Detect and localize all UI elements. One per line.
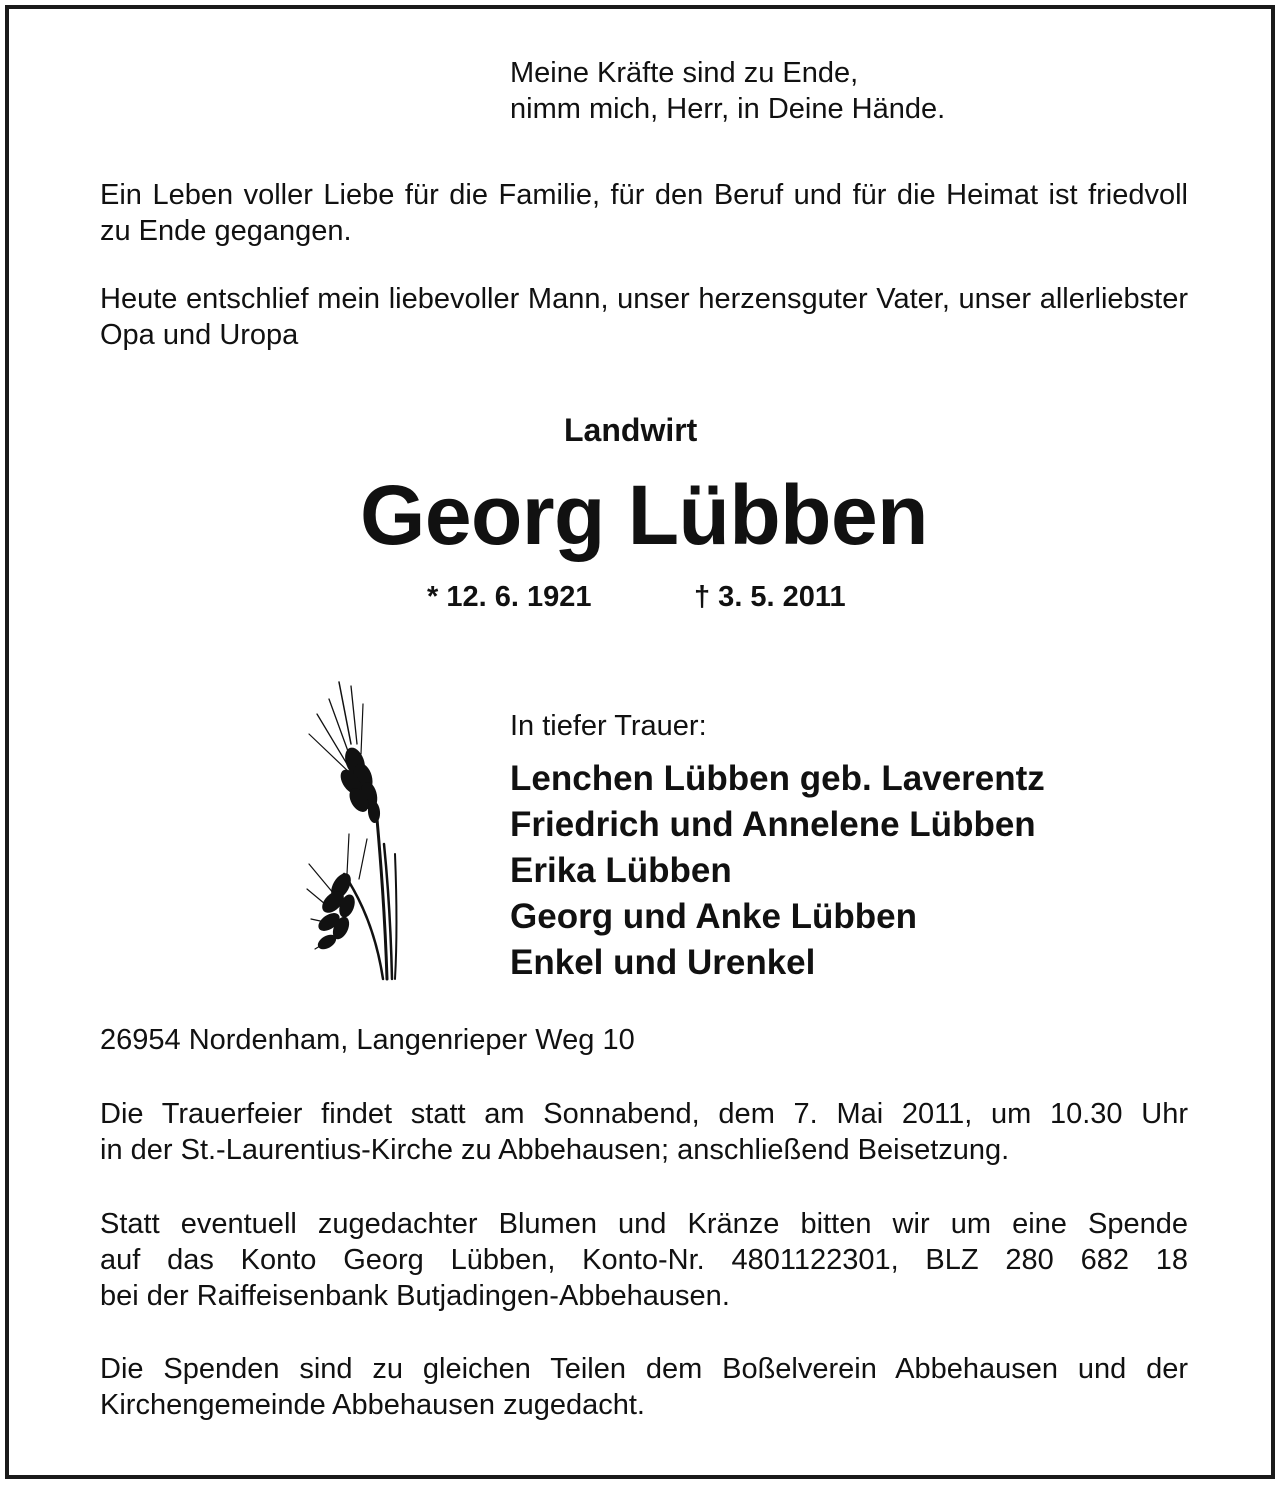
funeral-line-2: in der St.-Laurentius-Kirche zu Abbehausen; anschließend Beisetzung.	[100, 1134, 1010, 1166]
death-date: † 3. 5. 2011	[694, 581, 846, 613]
donation-line-3: bei der Raiffeisenbank Butjadingen-Abbehausen.	[100, 1280, 730, 1312]
funeral-paragraph	[100, 1096, 1188, 1168]
verse-line-2: nimm mich, Herr, in Deine Hände.	[510, 93, 946, 125]
intro-paragraph: Ein Leben voller Liebe für die Familie, für den Beruf und für die Heimat ist friedvoll zu Ende gegangen.	[100, 179, 1188, 247]
mourner-2: Friedrich und Annelene Lübben	[510, 805, 1036, 844]
mourner-1: Lenchen Lübben geb. Laverentz	[510, 759, 1045, 798]
profession-label: Landwirt	[564, 412, 698, 448]
announcement-paragraph: Heute entschlief mein liebevoller Mann, unser herzensguter Vater, unser allerliebster Opa und Uropa	[100, 283, 1188, 351]
dedication-line-1: Die Spenden sind zu gleichen Teilen dem Boßelverein Abbehausen und der	[100, 1353, 1188, 1385]
donation-line-2: auf das Konto Georg Lübben, Konto-Nr. 4801122301, BLZ 280 682 18	[100, 1244, 1188, 1276]
donation-paragraph	[100, 1206, 1188, 1314]
mourner-3: Erika Lübben	[510, 851, 732, 890]
mourner-5: Enkel und Urenkel	[510, 943, 816, 982]
verse-line-1: Meine Kräfte sind zu Ende,	[510, 57, 859, 89]
wheat-ears-icon	[289, 674, 419, 984]
birth-date: * 12. 6. 1921	[427, 581, 592, 613]
mourning-heading: In tiefer Trauer:	[510, 710, 707, 742]
mourners-list	[510, 756, 1045, 986]
mourner-4: Georg und Anke Lübben	[510, 897, 918, 936]
obituary-frame	[5, 5, 1275, 1479]
dedication-paragraph	[100, 1351, 1188, 1423]
deceased-name: Georg Lübben	[360, 468, 928, 562]
donation-line-1: Statt eventuell zugedachter Blumen und Kränze bitten wir um eine Spende	[100, 1208, 1188, 1240]
funeral-line-1: Die Trauerfeier findet statt am Sonnabend, dem 7. Mai 2011, um 10.30 Uhr	[100, 1098, 1188, 1130]
address: 26954 Nordenham, Langenrieper Weg 10	[100, 1024, 635, 1056]
dedication-line-2: Kirchengemeinde Abbehausen zugedacht.	[100, 1389, 645, 1421]
